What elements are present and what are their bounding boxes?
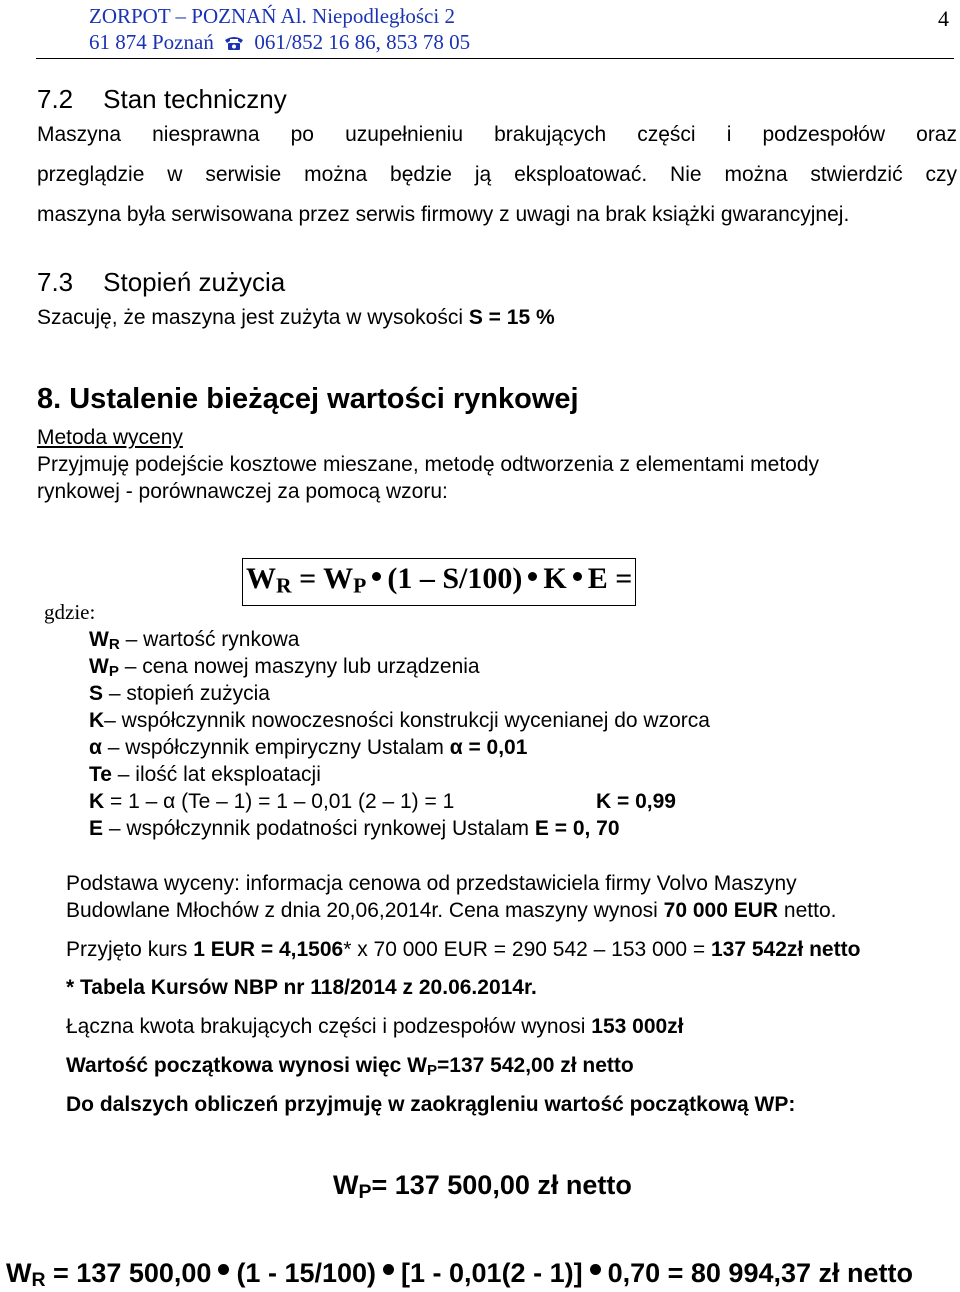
header-phone: 061/852 16 86, 853 78 05 [254,30,471,54]
section-7-3-text: Szacuję, że maszyna jest zużyta w wysokości S = 15 % [37,306,555,329]
legend-alpha: α – współczynnik empiryczny Ustalam α = 0,01 [89,736,528,759]
legend-k-calc: K = 1 – α (Te – 1) = 1 – 0,01 (2 – 1) = 1 [89,790,455,813]
wp-result: $W_P= 137$ 500,00 zł netto [333,1170,632,1203]
page-number: 4 [938,6,949,31]
section-8-line-1: Przyjmuję podejście kosztowe mieszane, metodę odtworzenia z elementami metody [37,453,820,476]
header-divider [36,58,954,59]
bullet-operator [573,572,582,581]
header-city: 61 874 Poznań [89,30,214,54]
section-8-heading: 8. Ustalenie bieżącej wartości rynkowej [37,383,579,415]
formula-box: $W_R = W_P$ (1 – S/100) K E = [242,558,636,606]
k-value: K = 0,99 [596,790,676,813]
method-label: Metoda wyceny [37,426,183,449]
section-7-3-heading [37,267,285,298]
section-title: Stan techniczny [103,84,287,114]
paragraph-line: Maszyna niesprawna po uzupełnieniu brakujących części i podzespołów oraz [37,123,957,146]
legend-s: S – stopień zużycia [89,682,270,705]
legend-k: K– współczynnik nowoczesności konstrukcji wycenianej do wzorca [89,709,710,732]
basis-line-2: Budowlane Młochów z dnia 20,06,2014r. Cena maszyny wynosi 70 000 EUR netto. [66,899,837,922]
bullet-operator [528,572,537,581]
legend-wr: $W_R$ – wartość rynkowa [89,628,300,654]
section-8-line-2: rynkowej - porównawczej za pomocą wzoru: [37,480,448,503]
header-line-1: ZORPOT – POZNAŃ Al. Niepodległości 2 [89,4,455,28]
bullet-operator [383,1264,394,1275]
bullet-operator [218,1264,229,1275]
wear-value: S = 15 % [468,306,555,329]
paragraph-line: przeglądzie w serwisie można będzie ją eksploatować. Nie można stwierdzić czy [37,163,957,186]
section-7-2-body [37,115,957,235]
section-number: 7.2 [37,84,74,114]
gdzie-label: gdzie: [44,600,96,624]
nbp-table-note: * Tabela Kursów NBP nr 118/2014 z 20.06.2014r. [66,976,537,999]
paragraph-line: maszyna była serwisowana przez serwis firmowy z uwagi na brak książki gwarancyjnej. [37,203,850,226]
section-number: 7.3 [37,267,74,297]
telephone-icon [223,32,245,48]
rounding-line: Do dalszych obliczeń przyjmuję w zaokrągleniu wartość początkową WP: [66,1093,796,1116]
exchange-rate-line: Przyjęto kurs 1 EUR = 4,1506* x 70 000 EUR = 290 542 – 153 000 = 137 542zł netto [66,938,861,961]
final-result: $W_R = 137$ 500,00 (1 - 15/100) [1 - 0,01(2 - 1)] 0,70 = 80 994,37 zł netto [6,1258,914,1291]
basis-line-1: Podstawa wyceny: informacja cenowa od przedstawiciela firmy Volvo Maszyny [66,872,797,895]
legend-te: Te – ilość lat eksploatacji [89,763,321,786]
initial-value-line: Wartość początkowa wynosi więc $W_P=137$ 542,00 zł netto [66,1054,634,1080]
legend-wp: $W_P$ – cena nowej maszyny lub urządzenia [89,655,480,681]
header-line-2 [89,30,470,55]
bullet-operator [590,1264,601,1275]
legend-e: E – współczynnik podatności rynkowej Ustalam E = 0, 70 [89,817,620,840]
section-title: Stopień zużycia [103,267,286,297]
section-7-2-heading [37,84,287,115]
missing-parts-line: Łączna kwota brakujących części i podzespołów wynosi 153 000zł [66,1015,684,1038]
bullet-operator [372,572,381,581]
